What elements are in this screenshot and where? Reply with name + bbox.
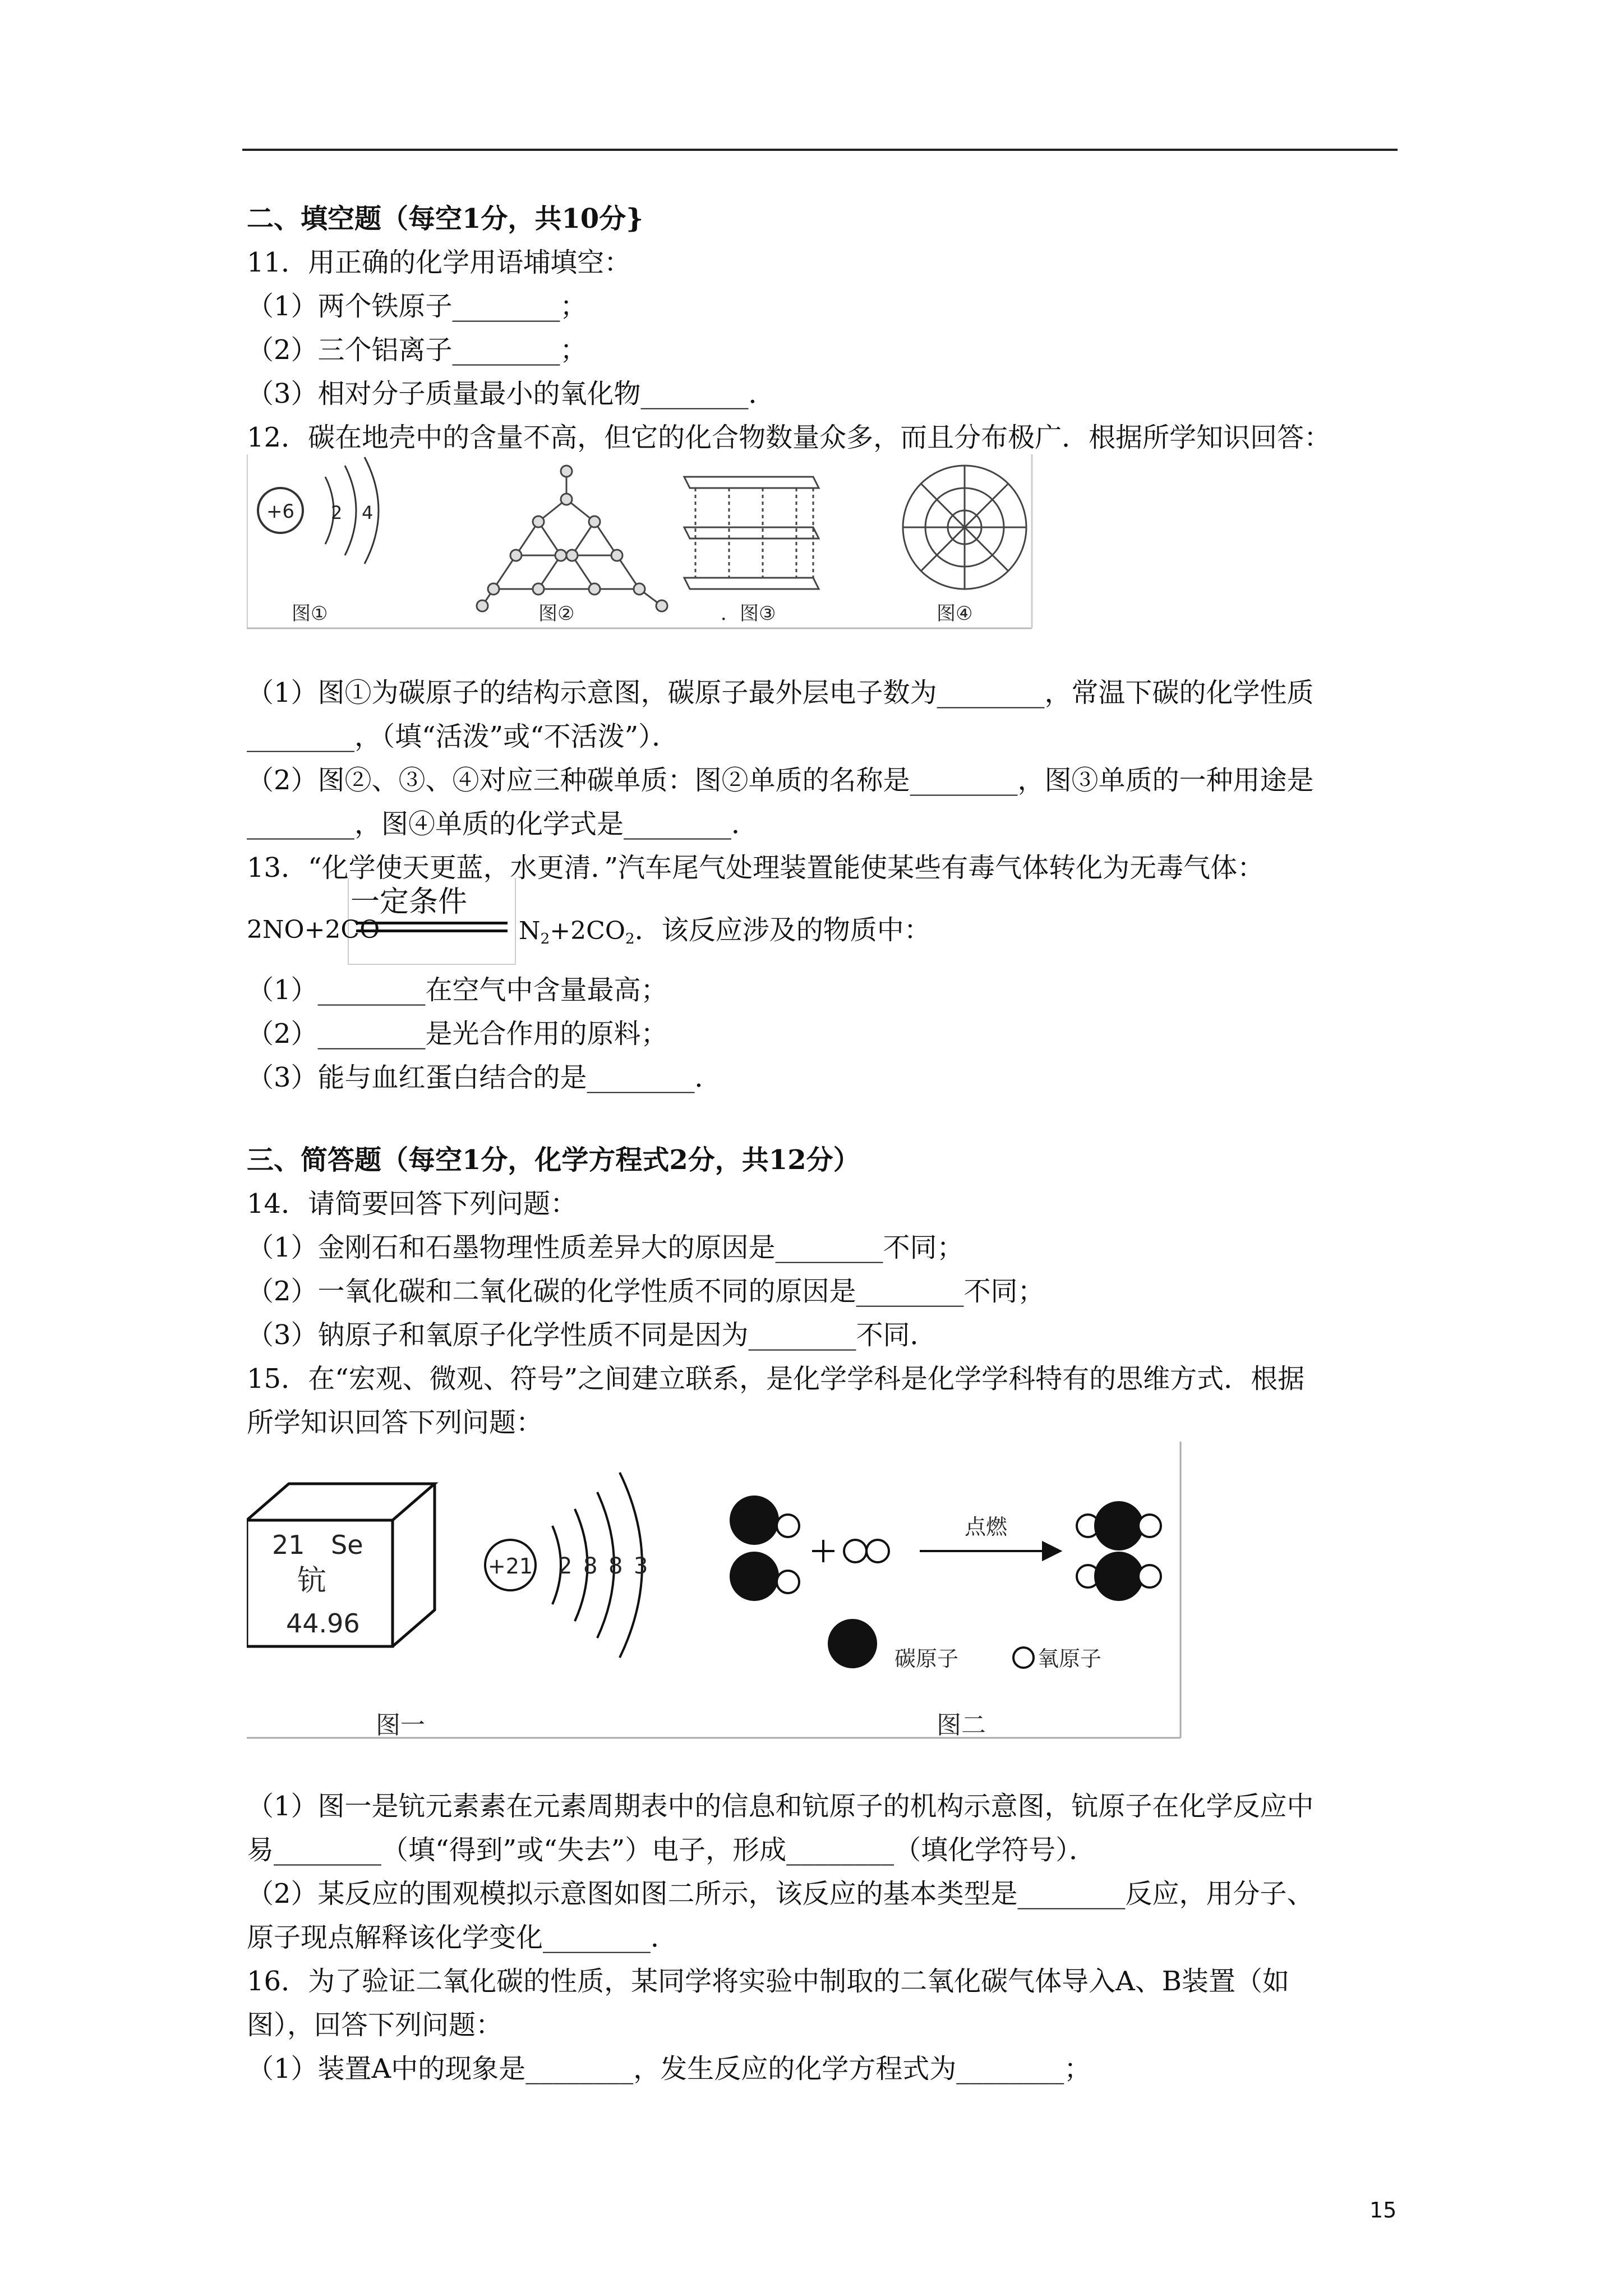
atom-shell2: 4	[362, 502, 374, 523]
legend-oxygen: 氧原子	[1038, 1646, 1102, 1671]
equation-reactants: 2NO+2CO	[247, 915, 380, 944]
legend-carbon: 碳原子	[895, 1646, 959, 1671]
q15-stem-line1: 15．在“宏观、微观、符号”之间建立联系，是化学学科是化学学科特有的思维方式．根据	[247, 1363, 1305, 1395]
reaction-model	[731, 1497, 1161, 1668]
sc-nucleus: +21	[487, 1554, 533, 1579]
q13-part1: （1）________在空气中含量最高；	[247, 974, 668, 1006]
q12-part2-line1: （2）图②、③、④对应三种碳单质：图②单质的名称是________，图③单质的一种用途是	[247, 765, 1314, 796]
arrow-label: 点燃	[965, 1515, 1008, 1539]
q14-part3: （3）钠原子和氧原子化学性质不同是因为________不同．	[247, 1319, 937, 1351]
element-number: 21	[272, 1530, 305, 1560]
q15-stem-line2: 所学知识回答下列问题：	[247, 1407, 543, 1438]
q11-part1: （1）两个铁原子________；	[247, 291, 587, 322]
q14-part2: （2）一氧化碳和二氧化碳的化学性质不同的原因是________不同；	[247, 1276, 1045, 1307]
q11-part3: （3）相对分子质量最小的氧化物________．	[247, 378, 776, 409]
q14-stem: 14．请简要回答下列问题：	[247, 1188, 578, 1220]
atom-nucleus: +6	[266, 500, 295, 523]
q12-stem: 12．碳在地壳中的含量不高，但它的化合物数量众多，而且分布极广．根据所学知识回答：	[247, 422, 1331, 453]
q16-part1: （1）装置A中的现象是________，发生反应的化学方程式为________；	[247, 2053, 1091, 2085]
fig1-label: 图①	[292, 602, 328, 625]
fig-one-label: 图一	[376, 1711, 425, 1740]
fig4-label: 图④	[937, 602, 973, 625]
q15-part1-line1: （1）图一是钪元素素在元素周期表中的信息和钪原子的机构示意图，钪原子在化学反应中	[247, 1791, 1314, 1822]
section3-title: 三、简答题（每空1分，化学方程式2分，共12分）	[247, 1144, 860, 1176]
sc-shell2: 8	[583, 1553, 598, 1579]
q12-figure	[247, 454, 1043, 634]
q16-stem-line1: 16．为了验证二氧化碳的性质，某同学将实验中制取的二氧化碳气体导入A、B装置（如	[247, 1966, 1290, 1997]
q12-part2-line2: ________，图④单质的化学式是________．	[247, 808, 759, 840]
diamond-structure	[477, 466, 667, 611]
q11-stem: 11．用正确的化学用语埔填空：	[247, 247, 631, 278]
equation-condition: 一定条件	[351, 885, 468, 919]
element-mass: 44.96	[286, 1608, 360, 1639]
q15-part2-line1: （2）某反应的围观模拟示意图如图二所示，该反应的基本类型是________反应，用分子、	[247, 1878, 1314, 1910]
sc-shell3: 8	[608, 1553, 623, 1579]
q11-part2: （2）三个铝离子________；	[247, 334, 587, 366]
carbon-atom-diagram	[258, 457, 379, 564]
q15-part2-line2: 原子现点解释该化学变化________．	[247, 1922, 678, 1953]
q13-part3: （3）能与血红蛋白结合的是________．	[247, 1062, 722, 1093]
fig3-label: ．图③	[721, 602, 776, 625]
q14-part1: （1）金刚石和石墨物理性质差异大的原因是________不同；	[247, 1232, 964, 1263]
sc-shell4: 3	[634, 1553, 648, 1579]
fig2-label: 图②	[538, 602, 575, 625]
element-name: 钪	[297, 1564, 327, 1598]
page-number: 15	[1370, 2198, 1397, 2223]
fig-two-label: 图二	[937, 1711, 986, 1740]
q16-stem-line2: 图），回答下列问题：	[247, 2009, 503, 2041]
element-symbol: Se	[331, 1530, 363, 1560]
equation-products: $N_2+2CO_2$．该反应涉及的物质中：	[519, 914, 931, 947]
section2-title: 二、填空题（每空1分，共10分}	[247, 203, 644, 234]
graphite-structure	[684, 477, 819, 589]
header-rule	[242, 149, 1398, 151]
q13-equation	[247, 878, 1144, 973]
q12-part1-line1: （1）图①为碳原子的结构示意图，碳原子最外层电子数为________，常温下碳的化学性质	[247, 677, 1314, 708]
q13-part2: （2）________是光合作用的原料；	[247, 1018, 668, 1050]
scandium-atom-diagram	[485, 1473, 648, 1658]
q13-stem: 13．“化学使天更蓝，水更清．”汽车尾气处理装置能使某些有毒气体转化为无毒气体：	[247, 852, 1265, 884]
fullerene-structure	[903, 466, 1026, 589]
atom-shell1: 2	[331, 502, 343, 523]
q15-figure	[247, 1442, 1189, 1745]
q15-part1-line2: 易________（填“得到”或“失去”）电子，形成________（填化学符号）．	[247, 1834, 1096, 1866]
q12-part1-line2: ________，（填“活泼”或“不活泼”）．	[247, 721, 679, 752]
sc-shell1: 2	[558, 1553, 573, 1579]
